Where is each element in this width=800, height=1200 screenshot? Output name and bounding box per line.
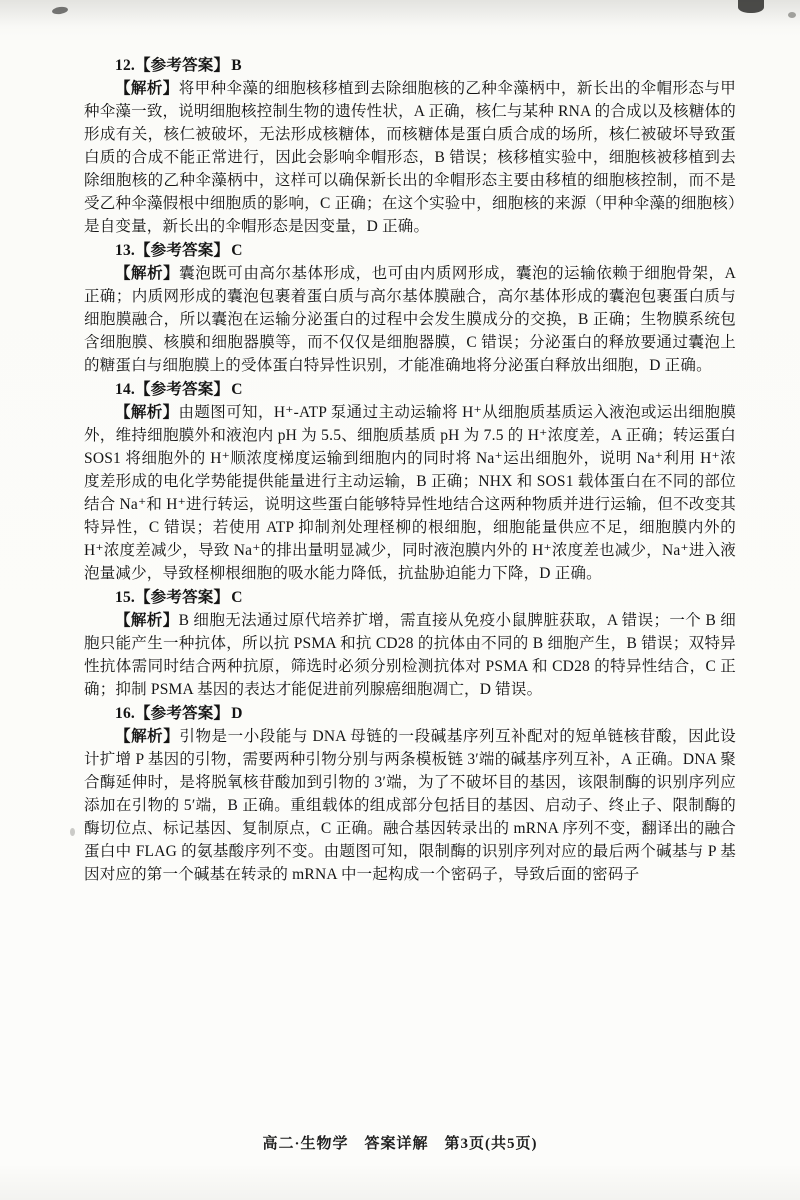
answer-label: 【参考答案】 (134, 589, 230, 606)
scan-artifact (70, 828, 75, 836)
scan-artifact (738, 0, 764, 13)
analysis-text: 囊泡既可由高尔基体形成，也可由内质网形成，囊泡的运输依赖于细胞骨架，A 正确；内质网形成的囊泡包裹着蛋白质与高尔基体膜融合，高尔基体形成的囊泡包裹蛋白质与细胞膜融合，所以囊泡在运输分泌蛋白的过程中会发生膜成分的交换，B 正确；生物膜系统包含细胞膜、核膜和细胞器膜等，而不仅仅是细胞器膜，C 错误；分泌蛋白的释放要通过囊泡上的糖蛋白与细胞膜上的受体蛋白特异性识别，才能准确地将分泌蛋白释放出细胞，D 正确。 (84, 265, 736, 374)
scan-shadow (0, 0, 800, 26)
answer-choice: D (231, 705, 243, 722)
answer-item (84, 702, 736, 886)
scan-artifact (52, 6, 69, 15)
analysis-text: 引物是一小段能与 DNA 母链的一段碱基序列互补配对的短单链核苷酸，因此设计扩增 P 基因的引物，需要两种引物分别与两条模板链 3′端的碱基序列互补，A 正确。DNA 聚合酶延伸时，是将脱氧核苷酸加到引物的 3′端，为了不破坏目的基因，该限制酶的识别序列应添加在引物的 5′端，B 正确。重组载体的组成部分包括目的基因、启动子、终止子、限制酶的酶切位点、标记基因、复制原点，C 正确。融合基因转录出的 mRNA 序列不变，翻译出的融合蛋白中 FLAG 的氨基酸序列不变。由题图可知，限制酶的识别序列对应的最后两个碱基与 P 基因对应的第一个碱基在转录的 mRNA 中一起构成一个密码子，导致后面的密码子 (84, 728, 736, 883)
answer-heading (84, 378, 736, 401)
item-number: 13. (115, 242, 135, 259)
answer-choice: B (231, 57, 242, 74)
item-number: 15. (115, 589, 135, 606)
answer-heading (84, 702, 736, 725)
answer-label: 【参考答案】 (134, 57, 230, 74)
analysis-label: 【解析】 (115, 728, 180, 745)
answer-heading (84, 54, 736, 77)
answer-item (84, 239, 736, 377)
answer-heading (84, 239, 736, 262)
answer-heading (84, 586, 736, 609)
answer-content (84, 54, 736, 887)
page-footer: 高二·生物学 答案详解 第3页(共5页) (262, 1136, 538, 1152)
item-number: 14. (115, 381, 135, 398)
answer-item (84, 586, 736, 701)
item-number: 12. (115, 57, 135, 74)
answer-label: 【参考答案】 (134, 242, 230, 259)
analysis-paragraph (84, 401, 736, 585)
answer-choice: C (231, 589, 243, 606)
analysis-text: 将甲种伞藻的细胞核移植到去除细胞核的乙种伞藻柄中，新长出的伞帽形态与甲种伞藻一致，说明细胞核控制生物的遗传性状，A 正确，核仁与某种 RNA 的合成以及核糖体的形成有关，核仁被破坏，无法形成核糖体，而核糖体是蛋白质合成的场所，核仁被破坏导致蛋白质的合成不能正常进行，因此会影响伞帽形态，B 错误；核移植实验中，细胞核被移植到去除细胞核的乙种伞藻柄中，这样可以确保新长出的伞帽形态主要由移植的细胞核控制，而不是受乙种伞藻假根中细胞质的影响，C 正确；在这个实验中，细胞核的来源（甲种伞藻的细胞核）是自变量，新长出的伞帽形态是因变量，D 正确。 (84, 80, 736, 235)
answer-item (84, 378, 736, 585)
answer-label: 【参考答案】 (134, 705, 230, 722)
analysis-paragraph (84, 725, 736, 886)
answer-item (84, 54, 736, 238)
analysis-paragraph (84, 77, 736, 238)
answer-choice: C (231, 242, 243, 259)
item-number: 16. (115, 705, 135, 722)
answer-choice: C (231, 381, 243, 398)
scan-artifact (788, 12, 796, 18)
analysis-label: 【解析】 (115, 612, 179, 629)
analysis-paragraph (84, 262, 736, 377)
answer-label: 【参考答案】 (134, 381, 230, 398)
analysis-paragraph (84, 609, 736, 701)
analysis-label: 【解析】 (115, 404, 179, 421)
analysis-label: 【解析】 (115, 80, 179, 97)
analysis-text: 由题图可知，H⁺-ATP 泵通过主动运输将 H⁺从细胞质基质运入液泡或运出细胞膜外，维持细胞膜外和液泡内 pH 为 5.5、细胞质基质 pH 为 7.5 的 H⁺浓度差，A 正确；转运蛋白 SOS1 将细胞外的 H⁺顺浓度梯度运输到细胞内的同时将 Na⁺运出细胞外，说明 Na⁺利用 H⁺浓度差形成的电化学势能提供能量进行主动运输，B 正确；NHX 和 SOS1 载体蛋白在不同的部位结合 Na⁺和 H⁺进行转运，说明这些蛋白能够特异性地结合这两种物质并进行运输，但不改变其特异性，C 错误；若使用 ATP 抑制剂处理柽柳的根细胞，细胞能量供应不足，细胞膜内外的 H⁺浓度差减少，导致 Na⁺的排出量明显减少，同时液泡膜内外的 H⁺浓度差也减少，Na⁺进入液泡量减少，导致柽柳根细胞的吸水能力降低，抗盐胁迫能力下降，D 正确。 (84, 404, 736, 582)
analysis-label: 【解析】 (115, 265, 180, 282)
analysis-text: B 细胞无法通过原代培养扩增，需直接从免疫小鼠脾脏获取，A 错误；一个 B 细胞只能产生一种抗体，所以抗 PSMA 和抗 CD28 的抗体由不同的 B 细胞产生，B 错误；双特异性抗体需同时结合两种抗原，筛选时必须分别检测抗体对 PSMA 和 CD28 的特异性结合，C 正确；抑制 PSMA 基因的表达才能促进前列腺癌细胞凋亡，D 错误。 (84, 612, 736, 698)
